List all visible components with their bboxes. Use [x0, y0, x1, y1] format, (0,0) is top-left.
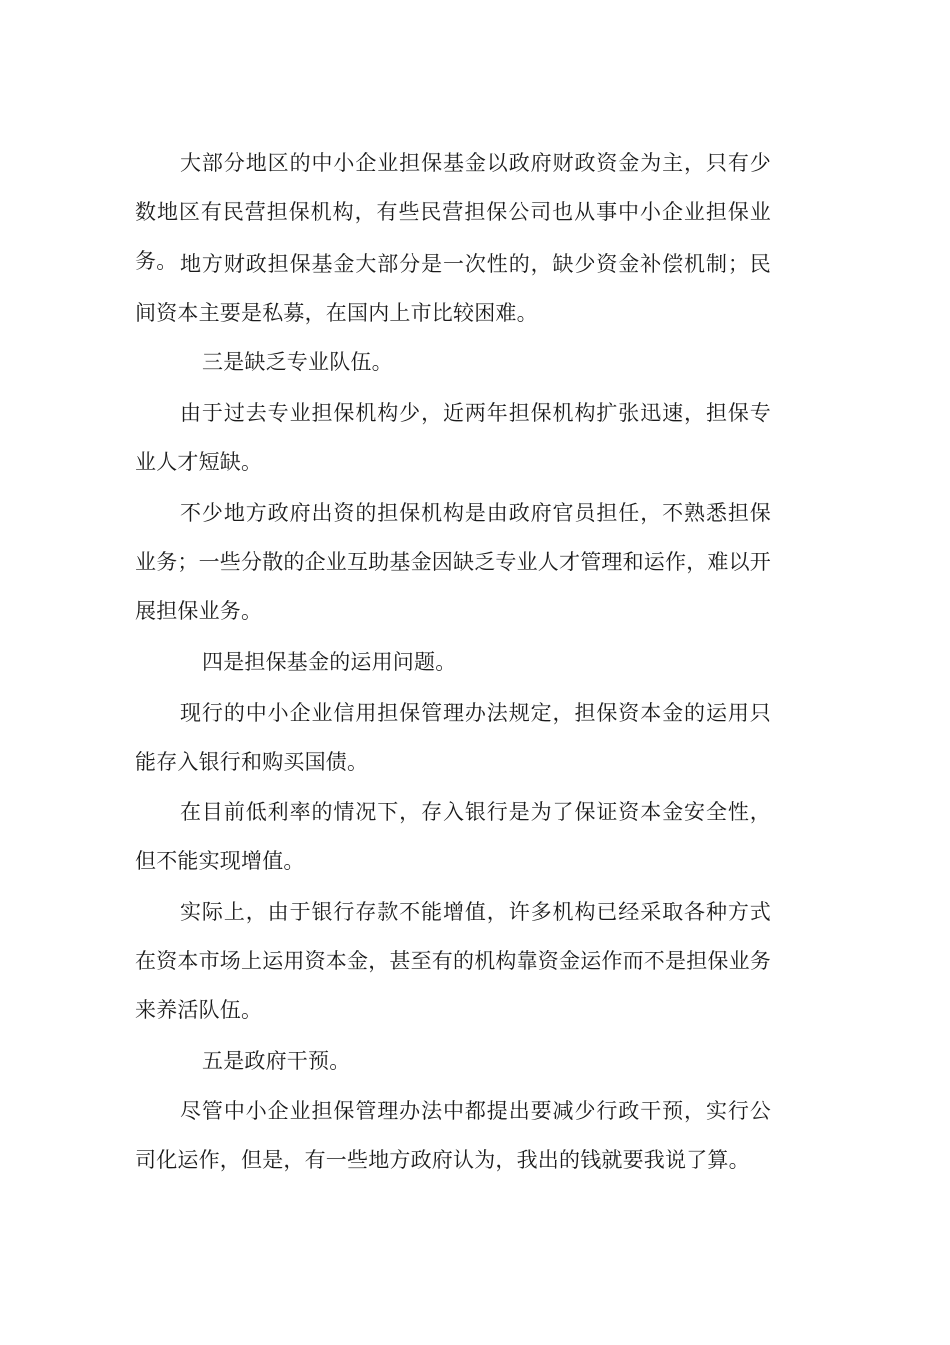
- body-paragraph: 不少地方政府出资的担保机构是由政府官员担任，不熟悉担保业务；一些分散的企业互助基金因缺乏专业人才管理和运作，难以开展担保业务。: [135, 501, 771, 623]
- body-paragraph: 尽管中小企业担保管理办法中都提出要减少行政干预，实行公司化运作，但是，有一些地方政府认为，我出的钱就要我说了算。: [135, 1099, 771, 1172]
- body-paragraph: 大部分地区的中小企业担保基金以政府财政资金为主，只有少数地区有民营担保机构，有些民营担保公司也从事中小企业担保业务。: [135, 151, 771, 273]
- body-paragraph: 在目前低利率的情况下，存入银行是为了保证资本金安全性，但不能实现增值。: [135, 800, 771, 873]
- section-heading: 五是政府干预。: [202, 1049, 351, 1073]
- body-paragraph: 现行的中小企业信用担保管理办法规定，担保资本金的运用只能存入银行和购买国债。: [135, 701, 771, 774]
- body-paragraph: 地方财政担保基金大部分是一次性的，缺少资金补偿机制；民间资本主要是私募，在国内上市比较困难。: [135, 252, 771, 325]
- section-heading: 三是缺乏专业队伍。: [202, 350, 393, 374]
- body-paragraph: 由于过去专业担保机构少，近两年担保机构扩张迅速，担保专业人才短缺。: [135, 401, 771, 474]
- body-paragraph: 实际上，由于银行存款不能增值，许多机构已经采取各种方式在资本市场上运用资本金，甚至有的机构靠资金运作而不是担保业务来养活队伍。: [135, 900, 771, 1022]
- section-heading: 四是担保基金的运用问题。: [202, 650, 457, 674]
